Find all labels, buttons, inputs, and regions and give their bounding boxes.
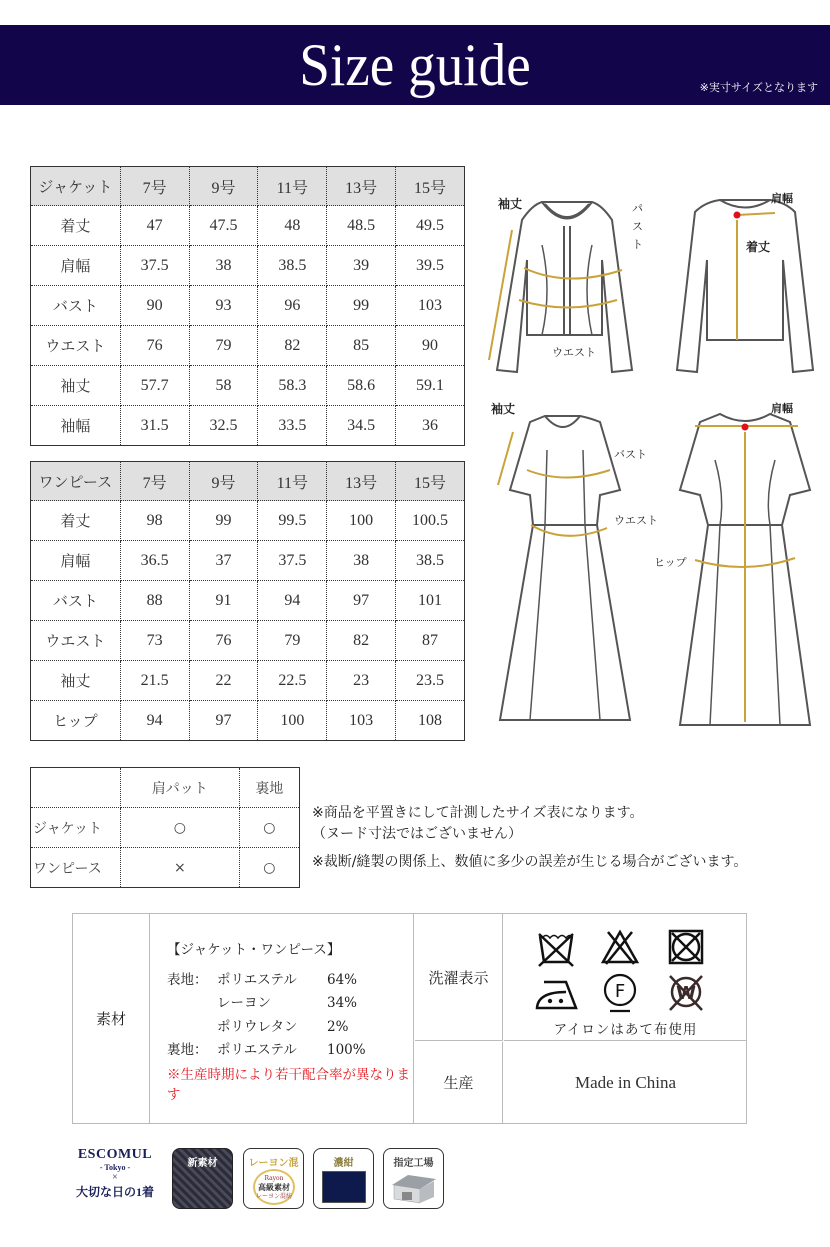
blend-warning: ※生産時期により若干配合率が異なります <box>167 1066 410 1103</box>
table-header-cell: ワンピース <box>31 462 121 501</box>
table-header-cell: 13号 <box>327 167 396 206</box>
table-cell: 31.5 <box>120 406 189 446</box>
table-cell: 103 <box>396 286 465 326</box>
page-title: Size guide <box>299 32 531 98</box>
table-cell: 76 <box>120 326 189 366</box>
table-row <box>31 808 300 848</box>
features-table <box>30 767 300 888</box>
table-cell: 94 <box>258 581 327 621</box>
factory-icon <box>390 1171 438 1205</box>
shoulder-label: 肩幅 <box>771 192 793 205</box>
table-cell: 91 <box>189 581 258 621</box>
dress-waist-label: ウエスト <box>614 514 658 527</box>
material-details <box>151 914 414 1123</box>
navy-swatch <box>322 1171 366 1203</box>
table-cell: 85 <box>327 326 396 366</box>
material-heading: 【ジャケット・ワンピース】 <box>167 942 341 958</box>
table-cell: 99.5 <box>258 501 327 541</box>
table-row <box>31 286 465 326</box>
table-cell: 48 <box>258 206 327 246</box>
table-row <box>31 848 300 888</box>
navy-color-badge: 濃紺 <box>313 1148 374 1209</box>
no-washing-icon <box>536 928 576 968</box>
material-label: 素材 <box>73 914 150 1123</box>
table-header-cell: 7号 <box>120 462 189 501</box>
material-item: レーヨン 34% <box>217 995 358 1011</box>
table-cell: 39.5 <box>396 246 465 286</box>
table-row <box>31 541 465 581</box>
table-cell: 79 <box>189 326 258 366</box>
svg-text:W: W <box>676 983 696 1004</box>
table-cell: 33.5 <box>258 406 327 446</box>
new-material-badge: 新素材 <box>172 1148 233 1209</box>
table-header-row <box>31 768 300 808</box>
table-cell: 49.5 <box>396 206 465 246</box>
table-row <box>31 366 465 406</box>
table-header-cell: ジャケット <box>31 167 121 206</box>
care-symbols <box>504 914 747 1041</box>
sleeve-length-label: 袖丈 <box>498 197 523 211</box>
brand-name: ESCOMUL <box>77 1147 153 1162</box>
table-cell: 94 <box>120 701 189 741</box>
note-line-3: ※裁断/縫製の関係上、数値に多少の誤差が生じる場合がございます。 <box>312 854 748 870</box>
designated-factory-badge: 指定工場 <box>383 1148 444 1209</box>
table-cell: 59.1 <box>396 366 465 406</box>
table-cell: 37.5 <box>258 541 327 581</box>
jacket-front-diagram <box>482 190 652 380</box>
table-header-row <box>31 462 465 501</box>
table-header-row <box>31 167 465 206</box>
table-header-cell <box>31 768 121 808</box>
laurel-seal-icon: Rayon 高級素材 レーヨン混紡 <box>253 1169 295 1205</box>
rayon-blend-badge: レーヨン混 Rayon 高級素材 レーヨン混紡 <box>243 1148 304 1209</box>
table-row <box>31 701 465 741</box>
row-label: 着丈 <box>31 206 121 246</box>
dress-bust-label: バスト <box>614 448 647 461</box>
origin-label: 生産 <box>415 1042 503 1123</box>
table-cell: 108 <box>396 701 465 741</box>
table-cell: 36 <box>396 406 465 446</box>
table-row <box>31 326 465 366</box>
jacket-size-table <box>30 166 465 446</box>
table-header-cell: 9号 <box>189 167 258 206</box>
table-cell: 57.7 <box>120 366 189 406</box>
table-cell: 36.5 <box>120 541 189 581</box>
material-care-table <box>72 913 747 1124</box>
onepiece-size-table <box>30 461 465 741</box>
table-row <box>31 581 465 621</box>
header-banner <box>0 25 830 105</box>
brand-x: × <box>112 1172 118 1183</box>
iron-medium-icon <box>534 974 580 1014</box>
table-cell: 88 <box>120 581 189 621</box>
table-header-cell: 9号 <box>189 462 258 501</box>
dress-back-diagram <box>670 410 820 730</box>
table-row <box>31 621 465 661</box>
table-header-cell: 15号 <box>396 462 465 501</box>
row-label: 肩幅 <box>31 541 121 581</box>
dress-hip-label: ヒップ <box>654 556 687 569</box>
no-bleach-icon <box>600 928 640 968</box>
table-header-cell: 11号 <box>258 167 327 206</box>
table-cell: 100 <box>327 501 396 541</box>
table-cell: 97 <box>189 701 258 741</box>
table-row <box>31 661 465 701</box>
table-cell: 23.5 <box>396 661 465 701</box>
table-cell: 21.5 <box>120 661 189 701</box>
table-cell: ○ <box>239 808 299 848</box>
table-row <box>31 246 465 286</box>
material-item: 裏地： ポリエステル 100% <box>167 1042 366 1058</box>
table-header-cell: 15号 <box>396 167 465 206</box>
measurement-notes <box>312 803 747 873</box>
row-label: バスト <box>31 581 121 621</box>
table-header-cell: 肩パット <box>121 768 240 808</box>
table-cell: 58.3 <box>258 366 327 406</box>
row-label: ウエスト <box>31 326 121 366</box>
row-label: 肩幅 <box>31 246 121 286</box>
note-line-2: （ヌード寸法ではございません） <box>312 826 522 842</box>
jacket-back-diagram <box>665 190 825 380</box>
table-cell: 98 <box>120 501 189 541</box>
table-cell: 76 <box>189 621 258 661</box>
waist-label: ウエスト <box>552 346 596 359</box>
table-cell: 79 <box>258 621 327 661</box>
table-cell: 103 <box>327 701 396 741</box>
table-row <box>31 406 465 446</box>
table-cell: 58.6 <box>327 366 396 406</box>
header-note: ※実寸サイズとなります <box>699 81 818 94</box>
table-cell: 96 <box>258 286 327 326</box>
table-cell: 82 <box>258 326 327 366</box>
dress-sleeve-label: 袖丈 <box>491 402 516 416</box>
table-cell: 90 <box>120 286 189 326</box>
dress-shoulder-label: 肩幅 <box>771 402 793 415</box>
row-label: 着丈 <box>31 501 121 541</box>
table-cell: 32.5 <box>189 406 258 446</box>
table-cell: 82 <box>327 621 396 661</box>
brand-logo <box>70 1147 160 1200</box>
table-cell: 37.5 <box>120 246 189 286</box>
svg-text:F: F <box>614 981 626 1002</box>
table-cell: 93 <box>189 286 258 326</box>
table-cell: 101 <box>396 581 465 621</box>
table-header-cell: 11号 <box>258 462 327 501</box>
brand-tagline: 大切な日の1着 <box>75 1185 154 1199</box>
table-cell: × <box>121 848 240 888</box>
length-label: 着丈 <box>746 240 771 254</box>
table-cell: 47 <box>120 206 189 246</box>
table-cell: 58 <box>189 366 258 406</box>
table-cell: 37 <box>189 541 258 581</box>
table-cell: 87 <box>396 621 465 661</box>
table-cell: 23 <box>327 661 396 701</box>
table-header-cell: 7号 <box>120 167 189 206</box>
table-cell: 73 <box>120 621 189 661</box>
table-cell: 38.5 <box>258 246 327 286</box>
note-line-1: ※商品を平置きにして計測したサイズ表になります。 <box>312 805 644 821</box>
table-header-cell: 裏地 <box>239 768 299 808</box>
row-label: バスト <box>31 286 121 326</box>
table-cell: 38.5 <box>396 541 465 581</box>
table-cell: 99 <box>189 501 258 541</box>
table-cell: 22.5 <box>258 661 327 701</box>
row-label: ジャケット <box>31 808 121 848</box>
table-cell: 34.5 <box>327 406 396 446</box>
origin-value: Made in China <box>574 1072 677 1092</box>
table-row <box>31 206 465 246</box>
row-label: 袖丈 <box>31 366 121 406</box>
table-cell: 38 <box>189 246 258 286</box>
row-label: ウエスト <box>31 621 121 661</box>
dry-clean-f-icon <box>600 972 640 1014</box>
material-item: ポリウレタン 2% <box>217 1018 349 1035</box>
table-cell: 38 <box>327 541 396 581</box>
row-label: ワンピース <box>31 848 121 888</box>
table-cell: 100 <box>258 701 327 741</box>
table-cell: 90 <box>396 326 465 366</box>
table-cell: 97 <box>327 581 396 621</box>
table-row <box>31 501 465 541</box>
table-cell: 100.5 <box>396 501 465 541</box>
table-cell: 99 <box>327 286 396 326</box>
row-label: 袖幅 <box>31 406 121 446</box>
no-tumble-dry-icon <box>666 928 706 968</box>
table-cell: ○ <box>239 848 299 888</box>
brand-sub: - Tokyo - <box>99 1163 131 1172</box>
no-wet-clean-icon <box>666 972 706 1014</box>
table-cell: 22 <box>189 661 258 701</box>
row-label: 袖丈 <box>31 661 121 701</box>
bust-label-vertical: パ ス ト <box>632 202 643 251</box>
table-cell: ○ <box>121 808 240 848</box>
row-label: ヒップ <box>31 701 121 741</box>
care-label: 洗濯表示 <box>415 914 503 1041</box>
table-cell: 39 <box>327 246 396 286</box>
care-caption: アイロンはあて布使用 <box>553 1022 698 1038</box>
material-item: 表地： ポリエステル 64% <box>167 971 358 988</box>
table-cell: 48.5 <box>327 206 396 246</box>
table-header-cell: 13号 <box>327 462 396 501</box>
table-cell: 47.5 <box>189 206 258 246</box>
